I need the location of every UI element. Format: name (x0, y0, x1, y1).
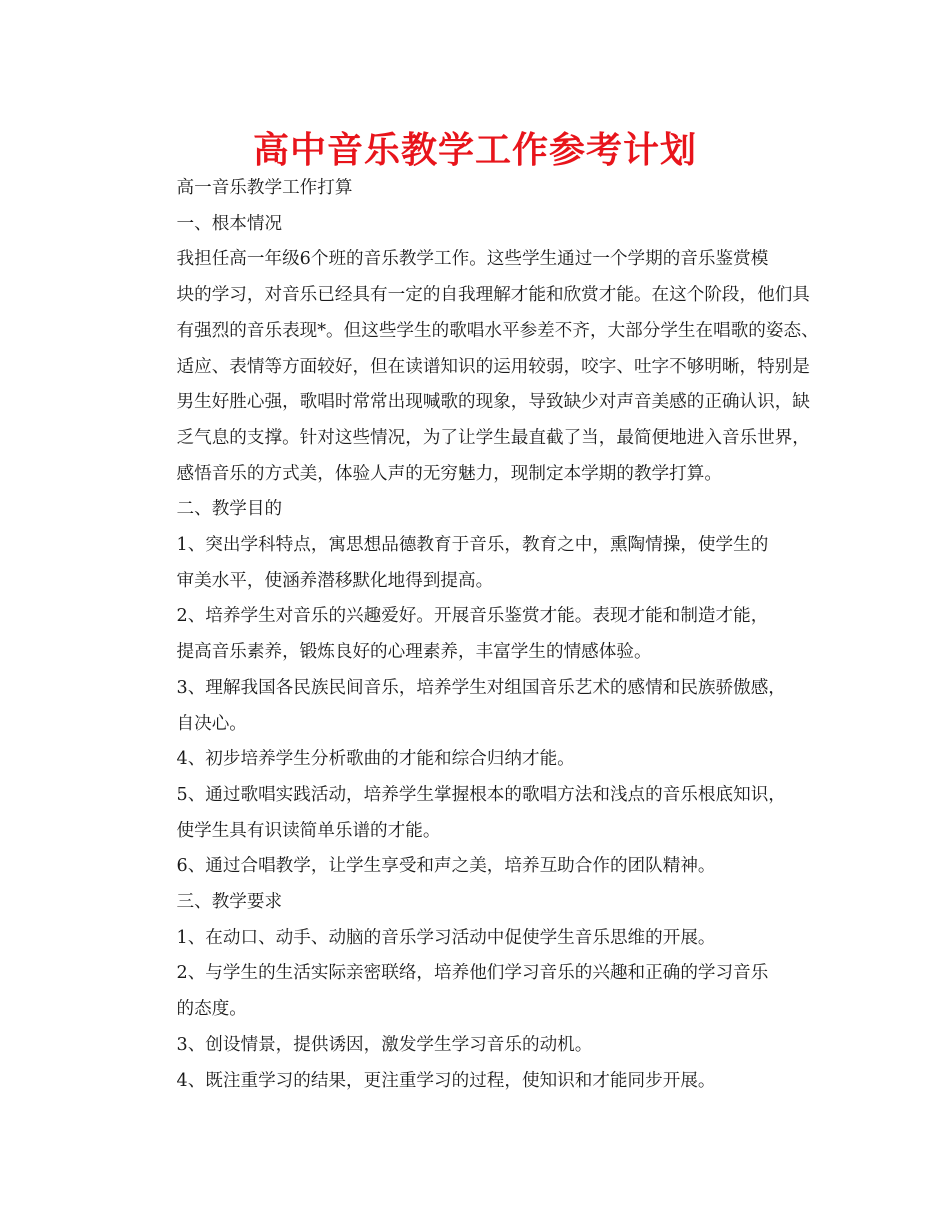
paragraph (141, 1064, 821, 1100)
text-line: 6、通过合唱教学，让学生享受和声之美，培养互助合作的团队精神。 (176, 856, 716, 877)
text-line: 块的学习，对音乐已经具有一定的自我理解才能和欣赏才能。在这个阶段，他们具 (176, 285, 810, 306)
text-line: 1、在动口、动手、动脑的音乐学习活动中促使学生音乐思维的开展。 (176, 927, 716, 948)
paragraph (141, 528, 821, 599)
paragraph (141, 742, 821, 778)
paragraph (141, 885, 821, 921)
paragraph (141, 1028, 821, 1064)
text-line: 2、培养学生对音乐的兴趣爱好。开展音乐鉴赏才能。表现才能和制造才能， (176, 606, 769, 627)
document-title: 高中音乐教学工作参考计划 (252, 130, 697, 171)
text-line: 乏气息的支撑。针对这些情况，为了让学生最直截了当，最简便地进入音乐世界， (176, 427, 810, 448)
text-line: 使学生具有识读简单乐谱的才能。 (176, 820, 441, 841)
text-line: 4、初步培养学生分析歌曲的才能和综合归纳才能。 (176, 749, 575, 770)
paragraph (141, 671, 821, 742)
text-line: 4、既注重学习的结果，更注重学习的过程，使知识和才能同步开展。 (176, 1070, 716, 1091)
text-line: 三、教学要求 (176, 892, 283, 913)
text-line: 适应、表情等方面较好，但在读谱知识的运用较弱，咬字、吐字不够明晰，特别是 (176, 356, 810, 377)
text-line: 男生好胜心强，歌唱时常常出现喊歌的现象，导致缺少对声音美感的正确认识，缺 (176, 392, 810, 413)
text-line: 提高音乐素养，锻炼良好的心理素养，丰富学生的情感体验。 (176, 642, 652, 663)
paragraph (141, 921, 821, 957)
text-line: 高一音乐教学工作打算 (176, 178, 353, 198)
text-line: 3、创设情景，提供诱因，激发学生学习音乐的动机。 (176, 1034, 593, 1055)
paragraph (141, 956, 821, 1027)
text-line: 的态度。 (176, 999, 247, 1020)
text-line: 感悟音乐的方式美，体验人声的无穷魅力，现制定本学期的教学打算。 (176, 463, 722, 484)
text-line: 我担任高一年级6个班的音乐教学工作。这些学生通过一个学期的音乐鉴赏模 (176, 249, 769, 270)
paragraph (141, 242, 821, 492)
text-line: 3、理解我国各民族民间音乐，培养学生对组国音乐艺术的感情和民族骄傲感， (176, 677, 786, 698)
text-line: 2、与学生的生活实际亲密联络，培养他们学习音乐的兴趣和正确的学习音乐 (176, 963, 769, 984)
paragraph (141, 171, 821, 207)
paragraph (141, 849, 821, 885)
text-line: 5、通过歌唱实践活动，培养学生掌握根本的歌唱方法和浅点的音乐根底知识， (176, 784, 786, 805)
text-line: 自决心。 (176, 713, 247, 734)
paragraph (141, 207, 821, 243)
document-body (141, 171, 821, 1099)
text-line: 二、教学目的 (176, 499, 283, 520)
paragraph (141, 778, 821, 849)
text-line: 审美水平，使涵养潜移默化地得到提高。 (176, 570, 494, 591)
paragraph (141, 599, 821, 670)
text-line: 一、根本情况 (176, 213, 283, 234)
paragraph (141, 492, 821, 528)
text-line: 有强烈的音乐表现*。但这些学生的歌唱水平参差不齐，大部分学生在唱歌的姿态、 (176, 320, 819, 341)
text-line: 1、突出学科特点，寓思想品德教育于音乐，教育之中，熏陶情操，使学生的 (176, 535, 769, 556)
